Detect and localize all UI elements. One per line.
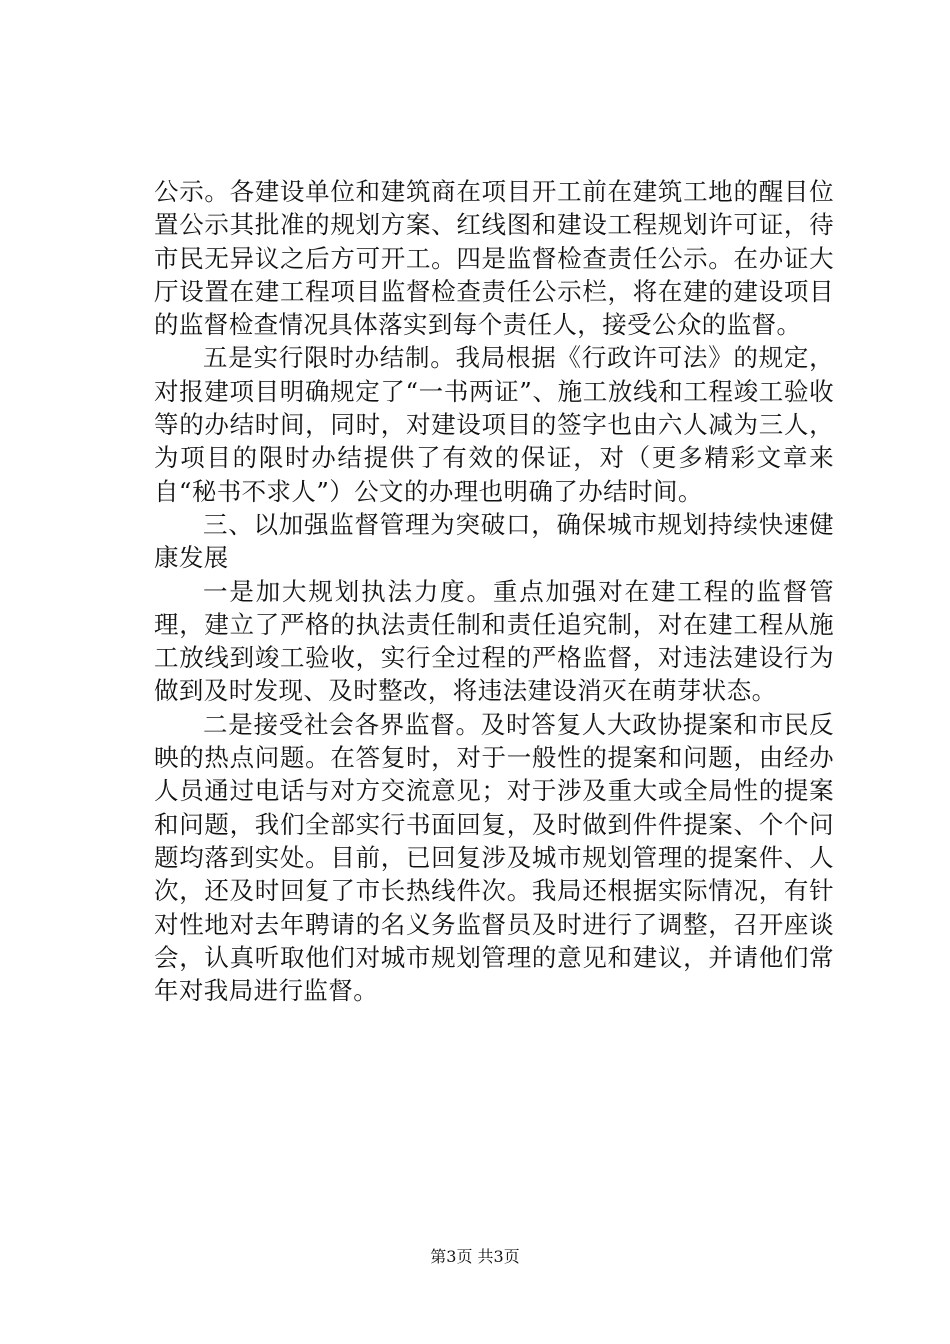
document-body <box>154 175 834 1007</box>
paragraph-enforcement: 一是加大规划执法力度。重点加强对在建工程的监督管理，建立了严格的执法责任制和责任追究制，对在建工程从施工放线到竣工验收，实行全过程的严格监督，对违法建设行为做到及时发现、及时整改，将违法建设消灭在萌芽状态。 <box>154 576 834 706</box>
page-footer: 第3页 共3页 <box>430 1247 520 1266</box>
section-heading-three: 三、以加强监督管理为突破口，确保城市规划持续快速健康发展 <box>154 509 834 573</box>
paragraph-time-limit: 五是实行限时办结制。我局根据《行政许可法》的规定，对报建项目明确规定了“一书两证”、施工放线和工程竣工验收等的办结时间，同时，对建设项目的签字也由六人减为三人，为项目的限时办结提供了有效的保证，对（更多精彩文章来自“秘书不求人”）公文的办理也明确了办结时间。 <box>154 343 834 506</box>
paragraph-continuation: 公示。各建设单位和建筑商在项目开工前在建筑工地的醒目位置公示其批准的规划方案、红线图和建设工程规划许可证，待市民无异议之后方可开工。四是监督检查责任公示。在办证大厅设置在建工程项目监督检查责任公示栏，将在建的建设项目的监督检查情况具体落实到每个责任人，接受公众的监督。 <box>154 177 834 340</box>
paragraph-public-supervision: 二是接受社会各界监督。及时答复人大政协提案和市民反映的热点问题。在答复时，对于一般性的提案和问题，由经办人员通过电话与对方交流意见；对于涉及重大或全局性的提案和问题，我们全部实行书面回复，及时做到件件提案、个个问题均落到实处。目前，已回复涉及城市规划管理的提案件、人次，还及时回复了市长热线件次。我局还根据实际情况，有针对性地对去年聘请的名义务监督员及时进行了调整，召开座谈会，认真听取他们对城市规划管理的意见和建议，并请他们常年对我局进行监督。 <box>154 709 834 1006</box>
